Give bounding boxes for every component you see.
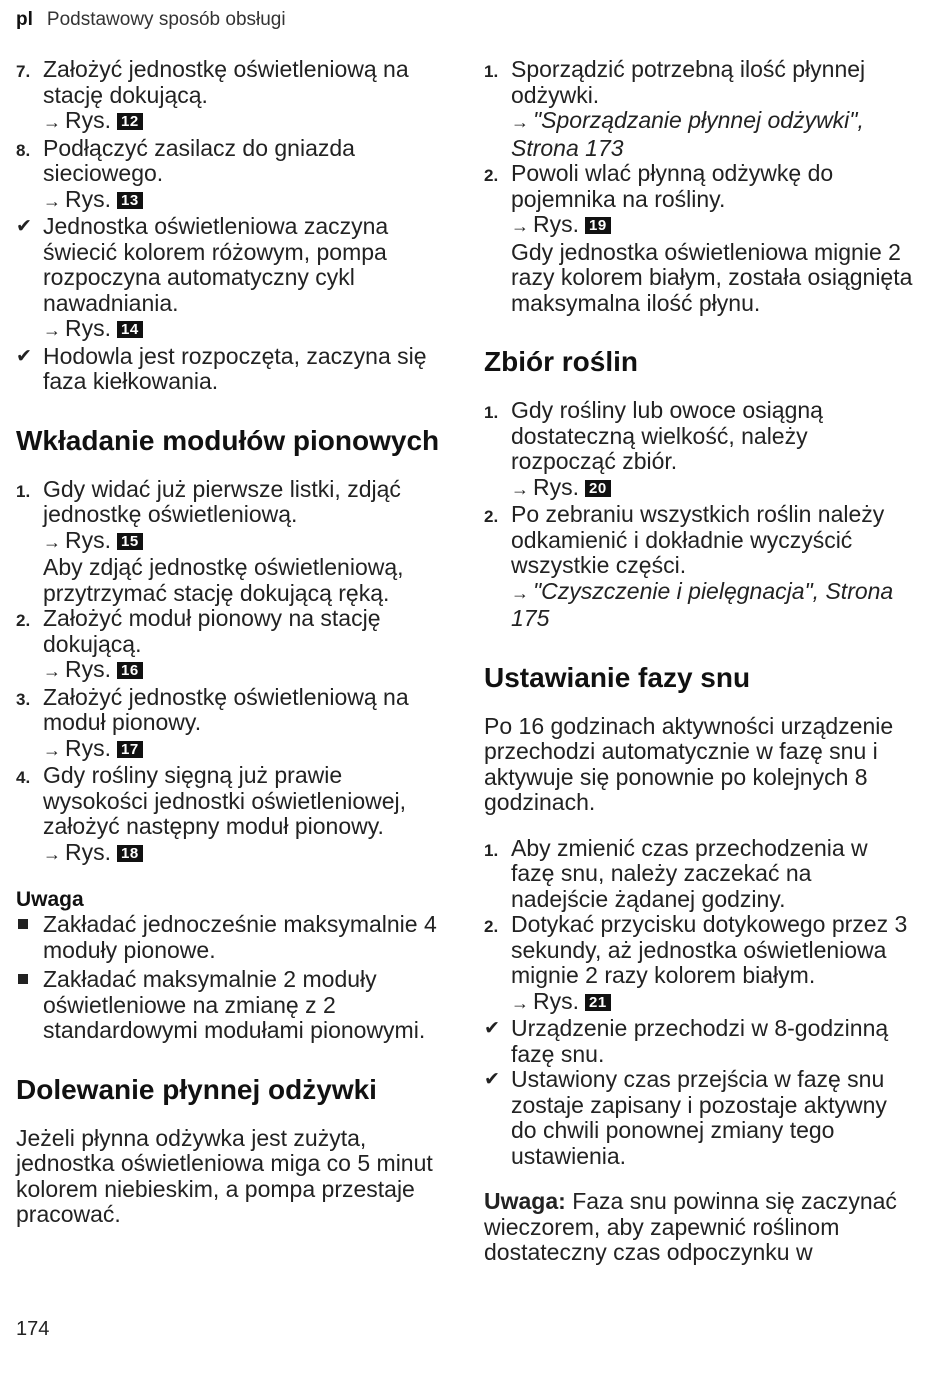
step-8: [16, 136, 446, 215]
figure-reference: → Rys. 15: [43, 528, 446, 556]
arrow-right-icon: →: [43, 320, 61, 340]
step-7: [16, 57, 446, 136]
sleep-intro: Po 16 godzinach aktywności urządzenie przechodzi automatycznie w fazę snu i aktywuje się ponownie po kolejnych 8 godzinach.: [484, 712, 894, 815]
figure-reference: → Rys. 13: [43, 187, 446, 215]
step-number: 8.: [16, 140, 31, 160]
step-extra-text: Aby zdjąć jednostkę oświetleniową, przytrzymać stację dokującą ręką.: [43, 554, 404, 606]
step-extra-text: Gdy jednostka oświetleniowa mignie 2 razy kolorem białym, została osiągnięta maksymalna ilość płynu.: [511, 238, 913, 316]
result-text: Ustawiony czas przejścia w fazę snu zostaje zapisany i pozostaje aktywny do chwili ponownej zmiany tego ustawienia.: [511, 1066, 887, 1169]
figure-badge: 19: [585, 217, 611, 234]
step-number: 2.: [16, 611, 31, 630]
arrow-right-icon: →: [43, 843, 61, 864]
figure-badge: 13: [117, 192, 143, 209]
step-number: 2.: [484, 507, 499, 526]
step-text: Gdy rośliny sięgną już prawie wysokości jednostki oświetleniowej, założyć następny moduł pionowy.: [43, 762, 407, 839]
step-number: 1.: [484, 840, 499, 860]
nutrient-step-2: [484, 161, 914, 316]
result-item: [484, 1016, 914, 1067]
step-number: 4.: [16, 768, 31, 787]
module-step-3: [16, 685, 446, 764]
arrow-right-icon: →: [511, 478, 529, 499]
figure-reference: → Rys. 12: [43, 108, 446, 136]
heading-vertical-modules: Wkładanie modułów pionowych: [16, 424, 440, 456]
arrow-right-icon: →: [511, 216, 529, 236]
step-text: Założyć jednostkę oświetleniową na moduł pionowy.: [43, 683, 409, 735]
module-step-4: [16, 763, 446, 867]
figure-reference: → Rys. 17: [43, 736, 446, 764]
note-title: Uwaga: [16, 888, 84, 911]
step-number: 7.: [16, 62, 31, 81]
step-number: 1.: [16, 481, 31, 501]
arrow-right-icon: →: [43, 531, 61, 552]
square-bullet-icon: [18, 919, 28, 929]
arrow-right-icon: →: [43, 739, 61, 760]
result-text: Urządzenie przechodzi w 8-godzinną fazę snu.: [511, 1015, 889, 1067]
checkmark-icon: ✔: [484, 1018, 500, 1039]
result-item: [484, 1067, 914, 1169]
result-item: [16, 214, 446, 344]
sleep-note: [484, 1189, 914, 1266]
arrow-right-icon: →: [511, 112, 529, 132]
result-item: [16, 344, 446, 395]
figure-badge: 12: [117, 113, 143, 130]
figure-badge: 18: [117, 845, 143, 862]
note-bullet: [16, 967, 446, 1044]
step-text: Gdy rośliny lub owoce osiągną dostateczną wielkość, należy rozpocząć zbiór.: [511, 397, 823, 474]
arrow-right-icon: →: [43, 190, 61, 211]
step-text: Sporządzić potrzebną ilość płynnej odżywki.: [511, 56, 866, 108]
step-number: 3.: [16, 689, 31, 709]
figure-reference: → Rys. 14: [43, 316, 446, 344]
heading-harvest: Zbiór roślin: [484, 346, 638, 377]
step-number: 1.: [484, 62, 499, 81]
nutrient-intro: Jeżeli płynna odżywka jest zużyta, jednostka oświetleniowa miga co 5 minut kolorem niebieskim, a pompa przestaje pracować.: [16, 1124, 433, 1227]
result-text: Jednostka oświetleniowa zaczyna świecić kolorem różowym, pompa rozpoczyna automatyczny cykl nawadniania.: [43, 213, 389, 316]
cross-reference[interactable]: [511, 108, 914, 161]
heading-nutrient-refill: Dolewanie płynnej odżywki: [16, 1073, 377, 1105]
note-bullet: [16, 912, 446, 963]
bullet-text: Zakładać jednocześnie maksymalnie 4 moduły pionowe.: [43, 911, 437, 963]
cross-reference-link[interactable]: "Sporządzanie płynnej odżywki", Strona 173: [511, 107, 864, 161]
arrow-right-icon: →: [511, 582, 529, 603]
square-bullet-icon: [18, 974, 28, 984]
language-code: pl: [16, 9, 33, 30]
page-header: [16, 9, 286, 31]
checkmark-icon: ✔: [484, 1069, 500, 1090]
figure-badge: 20: [585, 480, 611, 497]
step-text: Założyć moduł pionowy na stację dokującą.: [43, 605, 381, 657]
figure-badge: 21: [585, 994, 611, 1011]
arrow-right-icon: →: [511, 992, 529, 1013]
module-step-1: [16, 477, 446, 607]
result-text: Hodowla jest rozpoczęta, zaczyna się faza kiełkowania.: [43, 342, 427, 394]
sleep-step-1: [484, 836, 914, 913]
cross-reference-link[interactable]: "Czyszczenie i pielęgnacja", Strona 175: [511, 577, 894, 631]
figure-reference: → Rys. 16: [43, 657, 446, 685]
step-text: Po zebraniu wszystkich roślin należy odkamienić i dokładnie wyczyścić wszystkie części.: [511, 501, 885, 578]
section-title: Podstawowy sposób obsługi: [46, 9, 286, 30]
figure-reference: → Rys. 21: [511, 989, 914, 1017]
right-column: [484, 57, 914, 1266]
step-text: Aby zmienić czas przechodzenia w fazę snu, należy zaczekać na nadejście żądanej godziny.: [511, 834, 868, 912]
step-text: Gdy widać już pierwsze listki, zdjąć jednostkę oświetleniową.: [43, 475, 401, 527]
step-text: Powoli wlać płynną odżywkę do pojemnika na rośliny.: [511, 160, 834, 212]
left-column: [16, 57, 446, 1228]
figure-badge: 17: [117, 741, 143, 758]
step-number: 1.: [484, 403, 499, 422]
harvest-step-1: [484, 398, 914, 502]
figure-reference: → Rys. 19: [511, 212, 914, 240]
step-text: Podłączyć zasilacz do gniazda sieciowego.: [43, 134, 355, 186]
note-label: Uwaga:: [484, 1188, 566, 1214]
harvest-step-2: [484, 502, 914, 632]
heading-sleep-phase: Ustawianie fazy snu: [484, 661, 751, 693]
page-number: 174: [16, 1318, 50, 1340]
step-text: Dotykać przycisku dotykowego przez 3 sekundy, aż jednostka oświetleniowa mignie 2 razy kolorem białym.: [511, 911, 908, 988]
nutrient-step-1: [484, 57, 914, 161]
checkmark-icon: ✔: [16, 216, 32, 237]
figure-reference: → Rys. 18: [43, 840, 446, 868]
step-number: 2.: [484, 166, 499, 185]
arrow-right-icon: →: [43, 661, 61, 681]
note-text: Faza snu powinna się zaczynać wieczorem, aby zapewnić roślinom dostateczny czas odpoczynku w: [484, 1188, 897, 1265]
step-number: 2.: [484, 917, 499, 936]
checkmark-icon: ✔: [16, 345, 32, 367]
step-text: Założyć jednostkę oświetleniową na stację dokującą.: [43, 56, 409, 108]
bullet-text: Zakładać maksymalnie 2 moduły oświetleniowe na zmianę z 2 standardowymi modułami pionowymi.: [43, 966, 426, 1043]
cross-reference[interactable]: [511, 579, 914, 632]
arrow-right-icon: →: [43, 112, 61, 132]
figure-reference: → Rys. 20: [511, 475, 914, 503]
figure-badge: 14: [117, 321, 143, 338]
figure-badge: 15: [117, 533, 143, 550]
figure-badge: 16: [117, 662, 143, 679]
module-step-2: [16, 606, 446, 685]
sleep-step-2: [484, 912, 914, 1016]
